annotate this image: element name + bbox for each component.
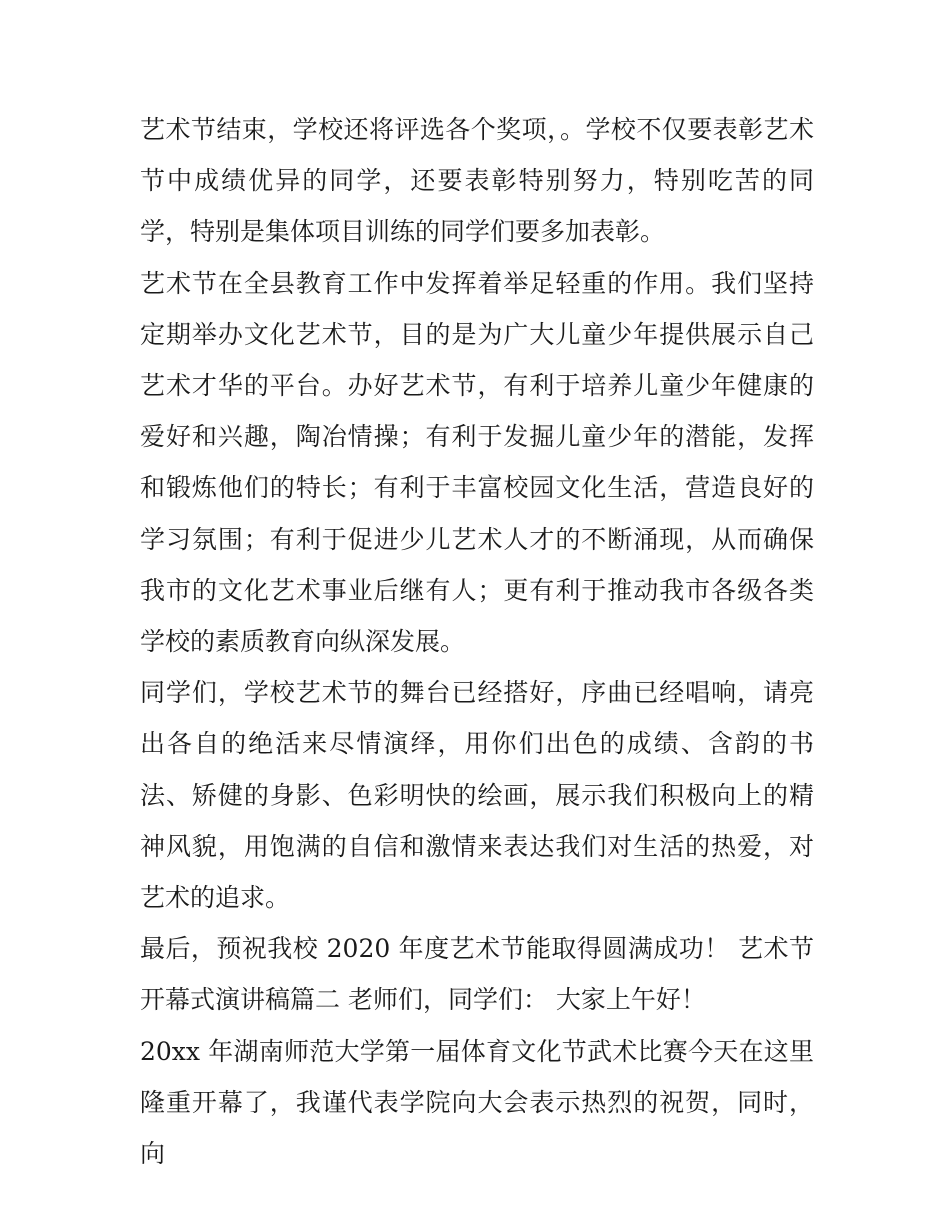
paragraph-awards: 艺术节结束，学校还将评选各个奖项，。学校不仅要表彰艺术节中成绩优异的同学，还要表彰特别努力，特别吃苦的同学，特别是集体项目训练的同学们要多加表彰。	[140, 115, 814, 247]
paragraph-closing-wish: 最后，预祝我校 2020 年度艺术节能取得圆满成功！ 艺术节开幕式演讲稿篇二 老师们，同学们： 大家上午好！	[140, 934, 814, 1015]
paragraph-festival-role: 艺术节在全县教育工作中发挥着举足轻重的作用。我们坚持定期举办文化艺术节，目的是为广大儿童少年提供展示自己艺术才华的平台。办好艺术节，有利于培养儿童少年健康的爱好和兴趣，陶冶情操；有利于发掘儿童少年的潜能，发挥和锻炼他们的特长；有利于丰富校园文化生活，营造良好的学习氛围；有利于促进少儿艺术人才的不断涌现，从而确保我市的文化艺术事业后继有人；更有利于推动我市各级各类学校的素质教育向纵深发展。	[140, 268, 814, 657]
paragraph-martial-arts-opening: 20xx 年湖南师范大学第一届体育文化节武术比赛今天在这里隆重开幕了，我谨代表学院向大会表示热烈的祝贺，同时，向	[140, 1036, 814, 1169]
paragraph-students-call: 同学们，学校艺术节的舞台已经搭好，序曲已经唱响，请亮出各自的绝活来尽情演绎，用你们出色的成绩、含韵的书法、矫健的身影、色彩明快的绘画，展示我们积极向上的精神风貌，用饱满的自信和激情来表达我们对生活的热爱，对艺术的追求。	[140, 678, 814, 913]
